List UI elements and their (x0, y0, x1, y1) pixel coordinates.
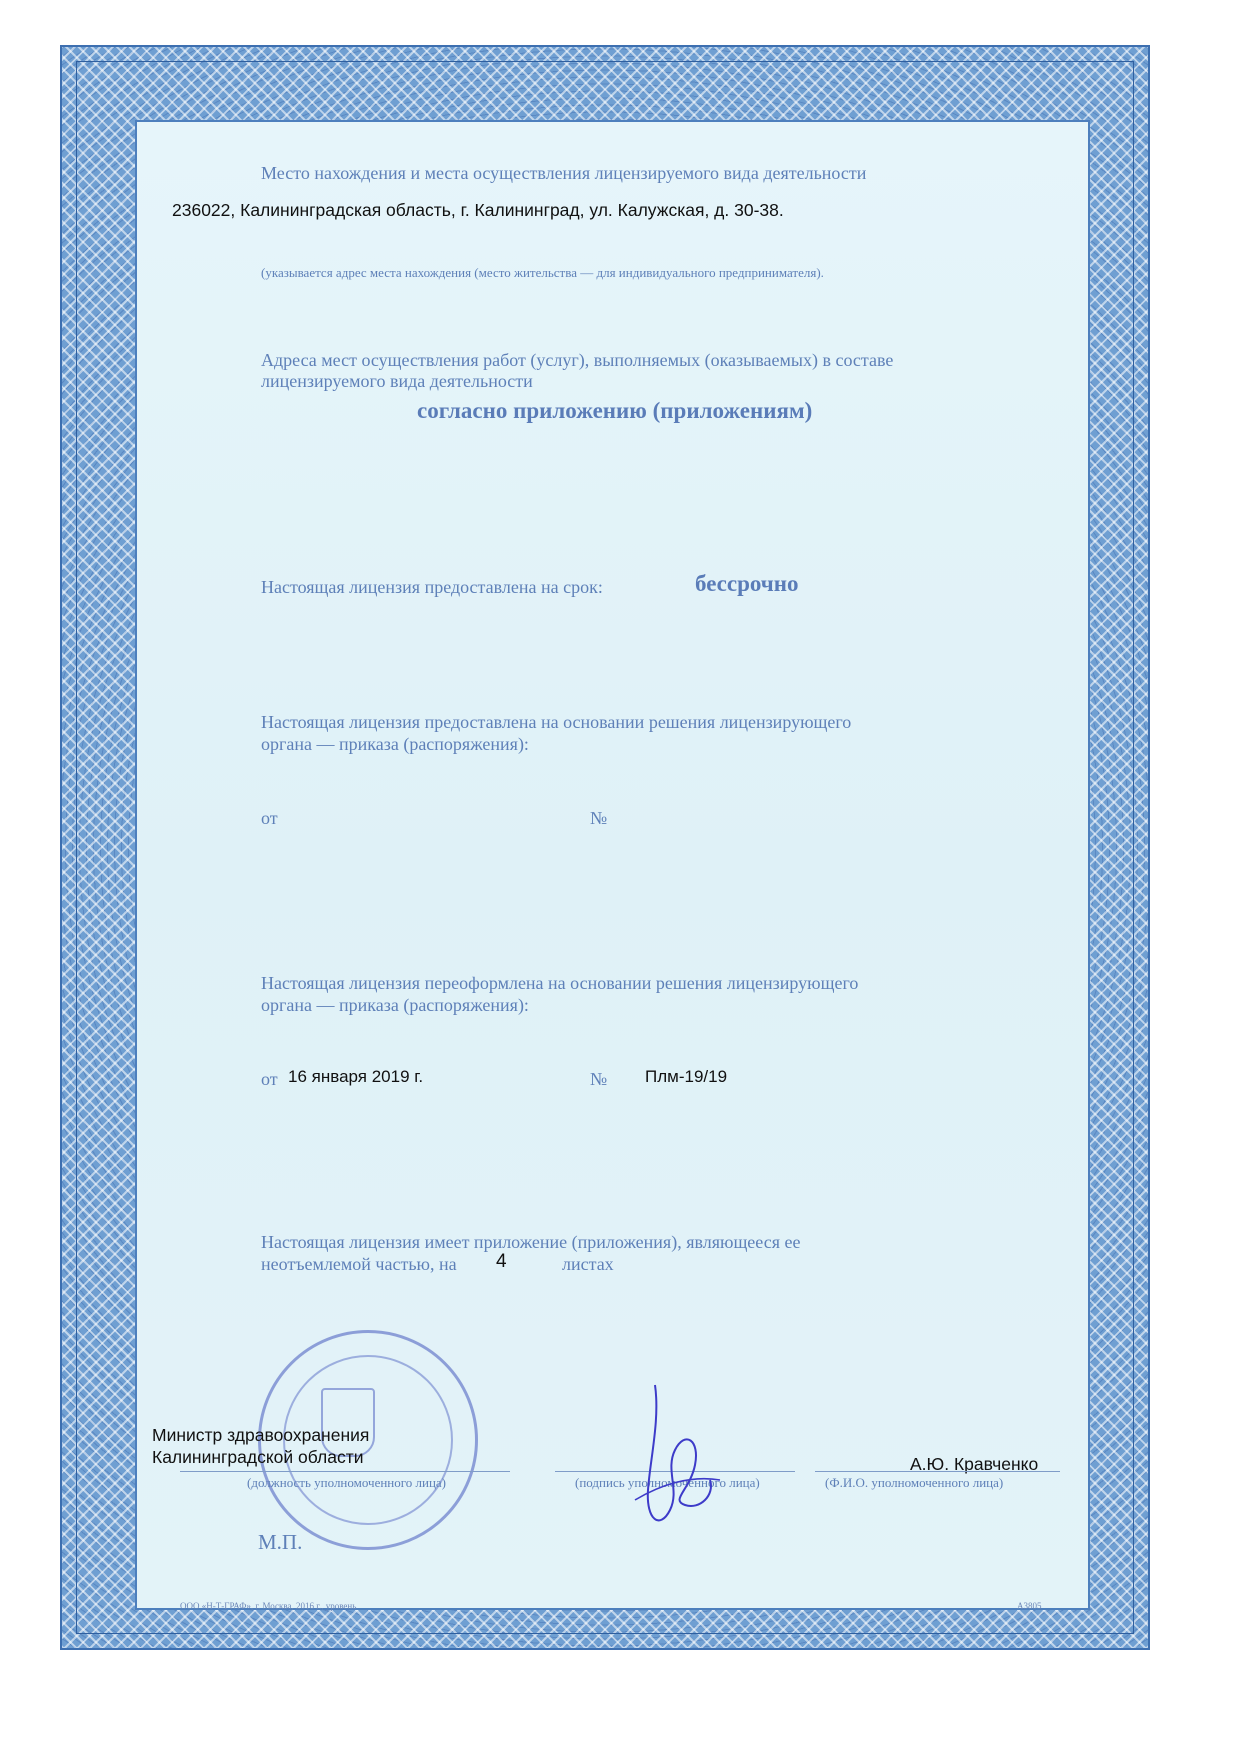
appendix-line2-suffix: листах (562, 1254, 614, 1274)
name-underline (815, 1471, 1060, 1472)
position-line2: Калининградской области (152, 1447, 364, 1467)
position-underline (180, 1471, 510, 1472)
granted-from-label: от (261, 808, 278, 828)
name-caption: (Ф.И.О. уполномоченного лица) (825, 1475, 1004, 1490)
appendix-line1: Настоящая лицензия имеет приложение (приложения), являющееся ее (261, 1232, 801, 1252)
appendix-line2-prefix: неотъемлемой частью, на (261, 1254, 457, 1274)
term-label: Настоящая лицензия предоставлена на срок: (261, 577, 603, 597)
work-places-heading-line1: Адреса мест осуществления работ (услуг), выполняемых (оказываемых) в составе (261, 350, 894, 370)
reissued-basis-line1: Настоящая лицензия переоформлена на основании решения лицензирующего (261, 973, 859, 993)
address-value: 236022, Калининградская область, г. Калининград, ул. Калужская, д. 30-38. (172, 200, 784, 220)
official-name: А.Ю. Кравченко (910, 1454, 1039, 1474)
granted-number-label: № (590, 808, 608, 828)
reissued-number: Плм-19/19 (645, 1067, 728, 1086)
form-code: А3805 (1017, 1601, 1042, 1611)
address-heading: Место нахождения и места осуществления лицензируемого вида деятельности (261, 163, 867, 183)
printer-imprint: ООО «Н-Т-ГРАФ», г. Москва, 2016 г., уровень (180, 1601, 357, 1611)
address-hint: (указывается адрес места нахождения (место жительства — для индивидуального предпринимателя). (261, 265, 824, 280)
work-places-heading-line2: лицензируемого вида деятельности (261, 371, 533, 391)
reissued-date: 16 января 2019 г. (288, 1067, 424, 1086)
appendix-sheets: 4 (496, 1251, 507, 1272)
reissued-from-label: от (261, 1069, 278, 1089)
work-places-value: согласно приложению (приложениям) (417, 398, 813, 423)
signature-caption: (подпись уполномоченного лица) (575, 1475, 760, 1490)
position-line1: Министр здравоохранения (152, 1425, 370, 1445)
reissued-number-label: № (590, 1069, 608, 1089)
granted-basis-line2: органа — приказа (распоряжения): (261, 734, 529, 754)
position-caption: (должность уполномоченного лица) (247, 1475, 447, 1490)
stamp-label: М.П. (258, 1530, 303, 1554)
granted-basis-line1: Настоящая лицензия предоставлена на основании решения лицензирующего (261, 712, 852, 732)
reissued-basis-line2: органа — приказа (распоряжения): (261, 995, 529, 1015)
term-value: бессрочно (695, 571, 799, 596)
handwritten-signature (630, 1380, 740, 1540)
